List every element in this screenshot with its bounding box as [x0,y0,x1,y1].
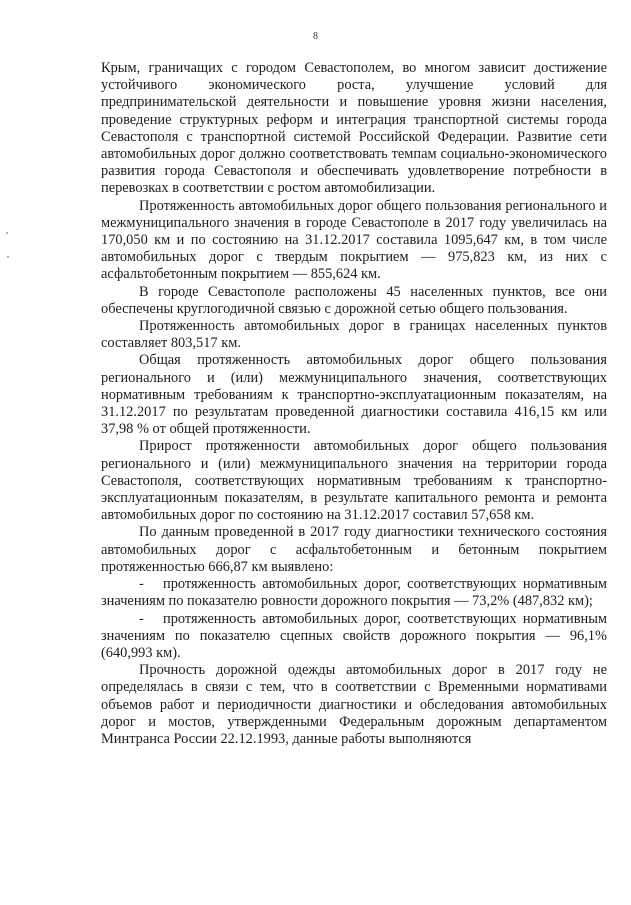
paragraph-road-length: Протяженность автомобильных дорог общего пользования регионального и межмуниципального значения в городе Севастополе в 2017 году увеличилась на 170,050 км и по состоянию на 31.12.2017 составила 1095,647 км, в том числе автомобильных дорог с твердым покрытием — 975,823 км, из них с асфальтобетонным покрытием — 855,624 км. [101,197,607,283]
list-item-adhesion [101,611,607,663]
list-item-text: протяженность автомобильных дорог, соответствующих нормативным значениям по показателю ровности дорожного покрытия — 73,2% (487,832 км); [101,576,607,610]
list-item-text: протяженность автомобильных дорог, соответствующих нормативным значениям по показателю сцепных свойств дорожного покрытия — 96,1% (640,993 км). [101,610,607,661]
paragraph-urban-roads: Протяженность автомобильных дорог в границах населенных пунктов составляет 803,517 км. [101,318,607,352]
list-marker: - [139,610,144,627]
paragraph-pavement-strength: Прочность дорожной одежды автомобильных дорог в 2017 году не определялась в связи с тем, что в соответствии с Временными нормативами объемов работ и периодичности диагностики и обследования автомобильных дорог и мостов, утвержденными Федеральным дорожным департаментом Минтранса России 22.12.1993, данные работы выполняются [101,662,607,747]
paragraph-diagnostics: По данным проведенной в 2017 году диагностики технического состояния автомобильных дорог с асфальтобетонным и бетонным покрытием протяженностью 666,87 км выявлено: [101,524,607,575]
margin-marks [4,230,12,260]
list-item-evenness [101,576,607,610]
document-body [101,60,607,748]
page-number: 8 [313,31,318,42]
paragraph-growth: Прирост протяженности автомобильных дорог общего пользования регионального и (или) межмуниципального значения на территории города Севастополя, соответствующих нормативным требованиям к транспортно-эксплуатационным показателям, в результате капитального ремонта и ремонта автомобильных дорог по состоянию на 31.12.2017 составил 57,658 км. [101,438,607,524]
paragraph-continuation: Крым, граничащих с городом Севастополем, во многом зависит достижение устойчивого экономического роста, улучшение условий для предпринимательской деятельности и повышение уровня жизни населения, проведение структурных реформ и интеграция транспортной системы города Севастополя с транспортной системой Российской Федерации. Развитие сети автомобильных дорог должно соответствовать темпам социально-экономического развития города Севастополя и обеспечивать удовлетворение потребности в перевозках в соответствии с ростом автомобилизации. [101,60,607,197]
paragraph-normative-compliance: Общая протяженность автомобильных дорог общего пользования регионального и (или) межмуниципального значения, соответствующих нормативным требованиям к транспортно-эксплуатационным показателям, на 31.12.2017 по результатам проведенной диагностики составила 416,15 км или 37,98 % от общей протяженности. [101,352,607,438]
list-marker: - [139,576,144,593]
margin-dot [6,232,8,234]
paragraph-settlements: В городе Севастополе расположены 45 населенных пунктов, все они обеспечены круглогодичной связью с дорожной сетью общего пользования. [101,283,607,317]
margin-dot [7,256,9,258]
